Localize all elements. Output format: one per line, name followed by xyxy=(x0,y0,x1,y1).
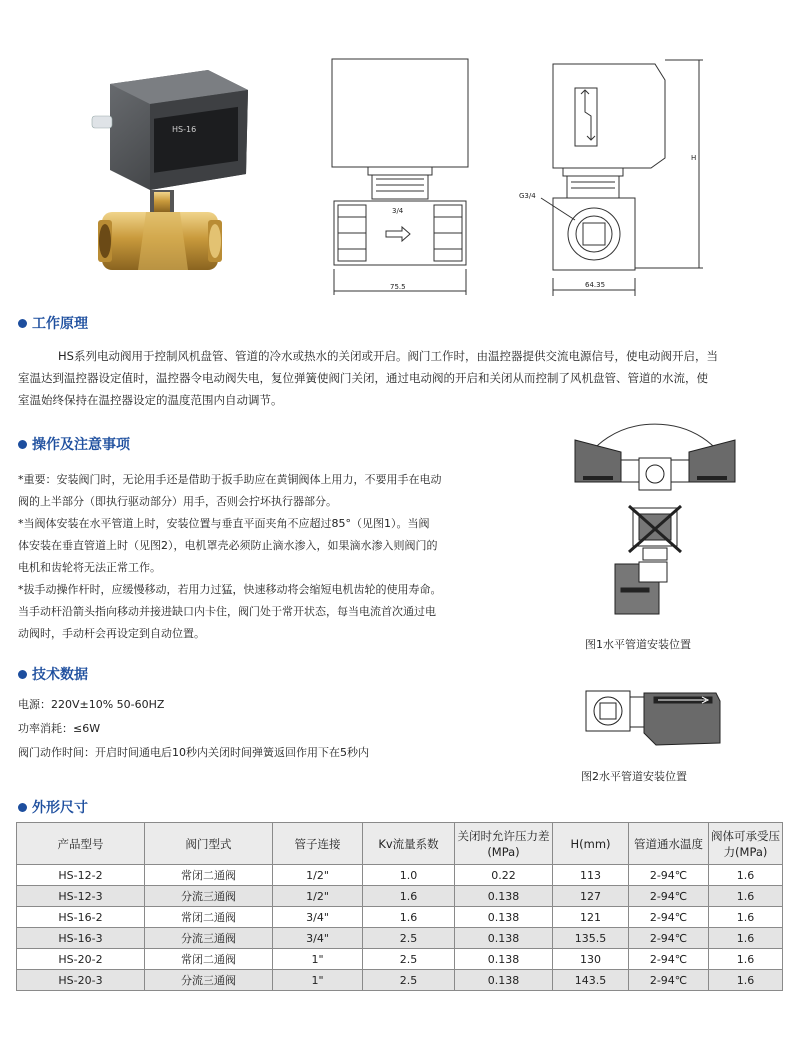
principle-title: 工作原理 xyxy=(32,316,88,332)
figure-1-horizontal-install xyxy=(565,412,745,634)
tech-paragraph xyxy=(18,693,538,765)
table-cell: 2.5 xyxy=(363,970,455,991)
operation-line: 当手动杆沿箭头指向移动并接进缺口内卡住，阀门处于常开状态，每当电流首次通过电 xyxy=(18,605,436,618)
table-cell: 1/2" xyxy=(273,886,363,907)
principle-paragraph xyxy=(18,345,788,411)
valve-product-photo xyxy=(88,62,258,297)
bullet-dot-icon xyxy=(18,440,27,449)
table-cell: 121 xyxy=(553,907,629,928)
section-title-principle xyxy=(18,313,88,333)
figure-1-caption: 图1水平管道安装位置 xyxy=(585,638,691,651)
table-cell: 1.6 xyxy=(709,970,783,991)
bullet-dot-icon xyxy=(18,670,27,679)
table-cell: 分流三通阀 xyxy=(145,970,273,991)
table-header-cell: 关闭时允许压力差(MPa) xyxy=(455,823,553,865)
table-cell: 2-94℃ xyxy=(629,886,709,907)
table-cell: 3/4" xyxy=(273,907,363,928)
table-cell: 分流三通阀 xyxy=(145,886,273,907)
tech-line: 功率消耗：≤6W xyxy=(18,722,101,735)
table-cell: 143.5 xyxy=(553,970,629,991)
tech-title: 技术数据 xyxy=(32,667,88,683)
section-title-tech xyxy=(18,664,88,684)
table-cell: 2-94℃ xyxy=(629,907,709,928)
side-height-dimension: H xyxy=(691,154,697,162)
table-header-cell: 阀门型式 xyxy=(145,823,273,865)
table-cell: HS-16-3 xyxy=(17,928,145,949)
table-header-cell: 阀体可承受压力(MPa) xyxy=(709,823,783,865)
operation-line: *当阀体安装在水平管道上时，安装位置与垂直平面夹角不应超过85°（见图1）。当阀 xyxy=(18,517,430,530)
table-cell: 130 xyxy=(553,949,629,970)
operation-line: 动阀时，手动杆会再设定到自动位置。 xyxy=(18,627,205,640)
table-cell: HS-16-2 xyxy=(17,907,145,928)
bullet-dot-icon xyxy=(18,803,27,812)
figure-2-caption: 图2水平管道安装位置 xyxy=(581,770,687,783)
photo-label-model: HS-16 xyxy=(172,125,197,134)
operation-line: *拔手动操作杆时，应缓慢移动，若用力过猛，快速移动将会缩短电机齿轮的使用寿命。 xyxy=(18,583,442,596)
table-cell: 1/2" xyxy=(273,865,363,886)
table-row xyxy=(17,928,783,949)
table-header-cell: 管子连接 xyxy=(273,823,363,865)
table-header-cell: 管道通水温度 xyxy=(629,823,709,865)
table-cell: 0.138 xyxy=(455,970,553,991)
section-title-dimensions xyxy=(18,797,88,817)
section-title-operation xyxy=(18,434,130,454)
table-cell: 1.6 xyxy=(709,886,783,907)
table-cell: 2-94℃ xyxy=(629,970,709,991)
table-cell: HS-20-3 xyxy=(17,970,145,991)
operation-line: 阀的上半部分（即执行驱动部分）用手，否则会拧坏执行器部分。 xyxy=(18,495,337,508)
side-width-dimension: 64.35 xyxy=(585,281,606,289)
front-width-dimension: 75.5 xyxy=(390,283,406,291)
operation-line: 电机和齿轮将无法正常工作。 xyxy=(18,561,161,574)
dimensions-title: 外形尺寸 xyxy=(32,800,88,816)
table-cell: 1" xyxy=(273,970,363,991)
spec-table xyxy=(16,822,783,991)
table-cell: 2-94℃ xyxy=(629,865,709,886)
table-row xyxy=(17,865,783,886)
table-row xyxy=(17,907,783,928)
table-cell: 2-94℃ xyxy=(629,928,709,949)
operation-paragraph xyxy=(18,469,538,645)
principle-line: HS系列电动阀用于控制风机盘管、管道的冷水或热水的关闭或开启。阀门工作时，由温控器提供交流电源信号，使电动阀开启，当 xyxy=(58,349,718,363)
side-thread-label: G3/4 xyxy=(519,192,536,200)
table-cell: 0.138 xyxy=(455,928,553,949)
tech-line: 电源：220V±10% 50-60HZ xyxy=(18,698,165,711)
table-cell: 2.5 xyxy=(363,928,455,949)
table-cell: 3/4" xyxy=(273,928,363,949)
front-thread-label: 3/4 xyxy=(392,207,404,215)
table-cell: 1.6 xyxy=(709,865,783,886)
operation-line: 体安装在垂直管道上时（见图2），电机罩壳必须防止滴水渗入，如果滴水渗入则阀门的 xyxy=(18,539,438,552)
table-cell: 常闭二通阀 xyxy=(145,907,273,928)
figure-2-horizontal-install xyxy=(580,683,730,753)
bullet-dot-icon xyxy=(18,319,27,328)
table-header-cell: H(mm) xyxy=(553,823,629,865)
table-header-cell: 产品型号 xyxy=(17,823,145,865)
table-cell: 1" xyxy=(273,949,363,970)
table-cell: 2.5 xyxy=(363,949,455,970)
table-cell: 135.5 xyxy=(553,928,629,949)
table-cell: 0.22 xyxy=(455,865,553,886)
table-header-cell: Kv流量系数 xyxy=(363,823,455,865)
table-row xyxy=(17,949,783,970)
table-cell: 1.0 xyxy=(363,865,455,886)
table-cell: 1.6 xyxy=(709,907,783,928)
table-header-row xyxy=(17,823,783,865)
table-cell: 常闭二通阀 xyxy=(145,865,273,886)
table-cell: 1.6 xyxy=(363,907,455,928)
table-cell: 0.138 xyxy=(455,907,553,928)
principle-line: 室温达到温控器设定值时，温控器令电动阀失电，复位弹簧使阀门关闭，通过电动阀的开启和关闭从而控制了风机盘管、管道的水流，使 xyxy=(18,371,708,385)
table-body xyxy=(17,865,783,991)
table-row xyxy=(17,886,783,907)
side-view-drawing xyxy=(505,50,720,300)
table-cell: 0.138 xyxy=(455,886,553,907)
operation-line: *重要：安装阀门时，无论用手还是借助于扳手助应在黄铜阀体上用力，不要用手在电动 xyxy=(18,473,442,486)
table-cell: 2-94℃ xyxy=(629,949,709,970)
table-cell: 113 xyxy=(553,865,629,886)
front-view-drawing xyxy=(320,55,480,300)
table-cell: HS-12-2 xyxy=(17,865,145,886)
table-row xyxy=(17,970,783,991)
tech-line: 阀门动作时间：开启时间通电后10秒内关闭时间弹簧返回作用下在5秒内 xyxy=(18,746,369,759)
table-cell: 0.138 xyxy=(455,949,553,970)
table-cell: HS-20-2 xyxy=(17,949,145,970)
table-cell: 1.6 xyxy=(709,928,783,949)
table-cell: HS-12-3 xyxy=(17,886,145,907)
table-cell: 1.6 xyxy=(709,949,783,970)
table-cell: 1.6 xyxy=(363,886,455,907)
table-cell: 常闭二通阀 xyxy=(145,949,273,970)
principle-line: 室温始终保持在温控器设定的温度范围内自动调节。 xyxy=(18,393,283,407)
table-cell: 分流三通阀 xyxy=(145,928,273,949)
table-cell: 127 xyxy=(553,886,629,907)
operation-title: 操作及注意事项 xyxy=(32,437,130,453)
